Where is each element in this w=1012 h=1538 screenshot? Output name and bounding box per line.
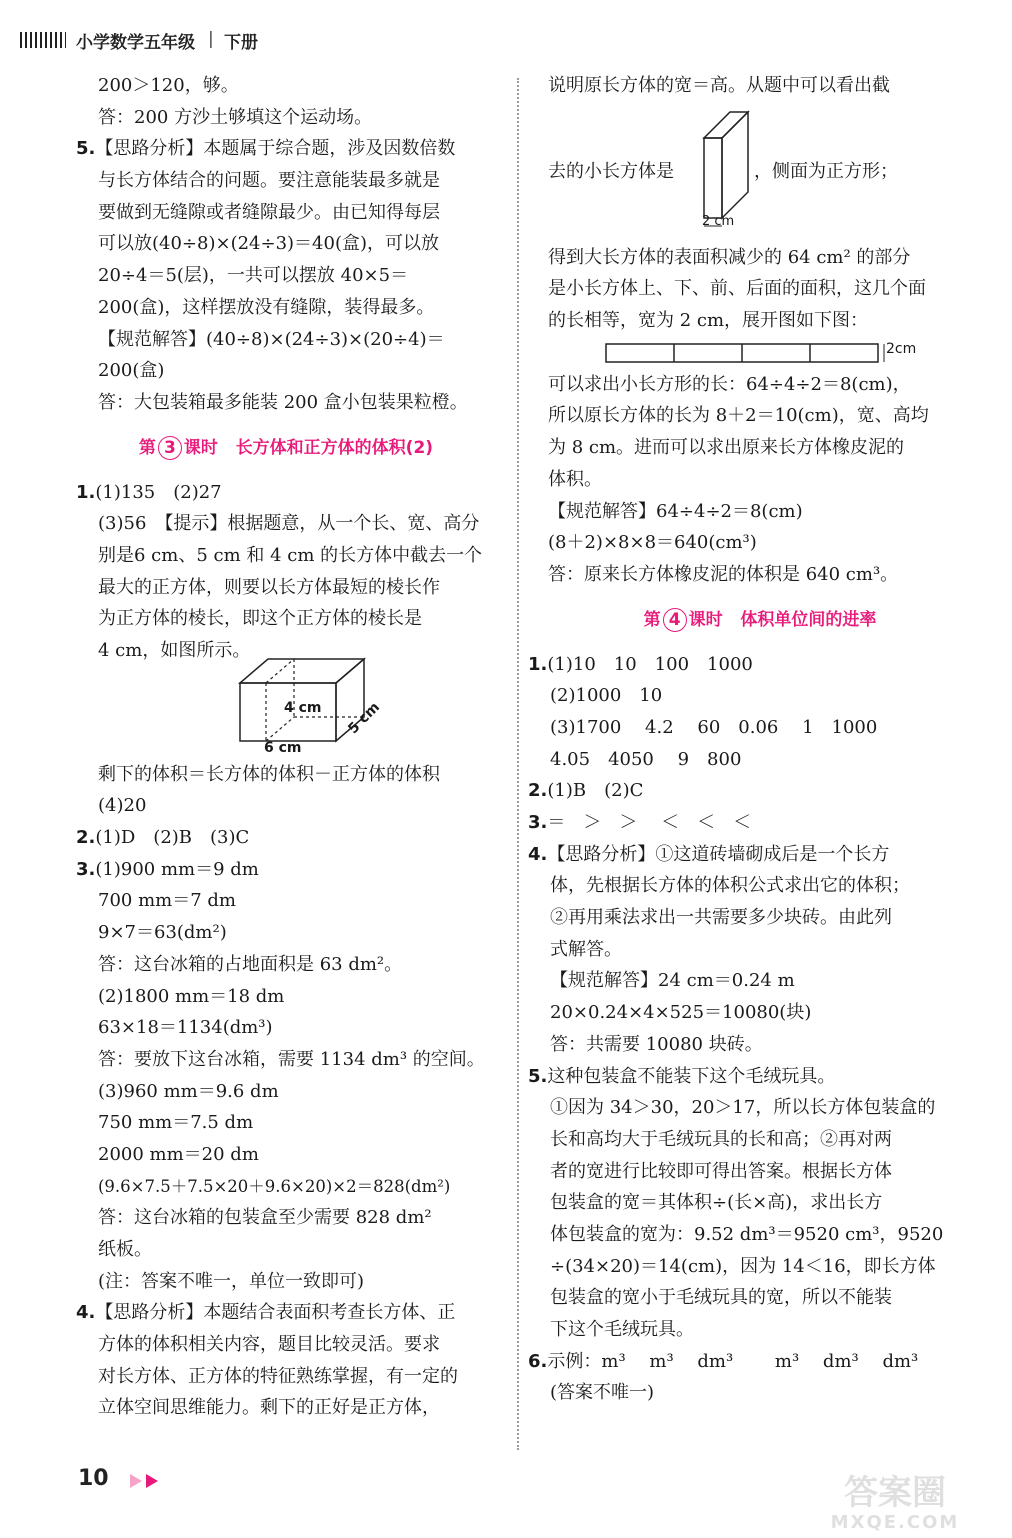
section-heading-lesson-3 [76, 429, 496, 467]
lesson-number-badge: 3 [158, 436, 182, 460]
text-line: (1)900 mm＝9 dm [95, 858, 259, 880]
text-line: (1)135 (2)27 [95, 481, 222, 503]
lesson-4-answers [528, 649, 972, 1410]
text-line: 剩下的体积＝长方体的体积－正方体的体积 [98, 763, 440, 785]
text-line: 得到大长方体的表面积减少的 64 cm² 的部分 [548, 246, 911, 268]
barcode-decoration [20, 32, 66, 48]
text-line: 答：共需要 10080 块砖。 [550, 1033, 763, 1055]
text-line: 200(盒) [98, 360, 165, 382]
text-line: 答：这台冰箱的占地面积是 63 dm²。 [98, 953, 403, 975]
text-line: 与长方体结合的问题。要注意能装最多就是 [98, 170, 440, 192]
text-line: 答：要放下这台冰箱，需要 1134 dm³ 的空间。 [98, 1048, 485, 1070]
question-number: 2. [76, 827, 96, 849]
text-line: 2000 mm＝20 dm [98, 1143, 259, 1165]
text-line: (答案不唯一) [550, 1382, 655, 1404]
page-arrow-icon [128, 1472, 172, 1490]
text-line: 所以原长方体的长为 8＋2＝10(cm)，宽、高均 [548, 405, 929, 427]
text-line: 示例：m³ m³ dm³ m³ dm³ dm³ [547, 1350, 919, 1372]
text-line: 的长相等，宽为 2 cm，展开图如下图： [548, 310, 869, 332]
text-line: 答：这台冰箱的包装盒至少需要 828 dm² [98, 1207, 432, 1229]
text-line: (1)10 10 100 1000 [547, 653, 753, 675]
text-line: 答：原来长方体橡皮泥的体积是 640 cm³。 [548, 563, 899, 585]
net-figure [548, 337, 972, 369]
text-line: (注：答案不唯一，单位一致即可) [98, 1270, 365, 1292]
text-line: 4 cm，如图所示。 [98, 640, 251, 661]
text-line: 可以求出小长方形的长：64÷4÷2＝8(cm)， [548, 373, 911, 395]
text-line: 体包装盒的宽为：9.52 dm³＝9520 cm³，9520 [550, 1223, 944, 1245]
question-5 [76, 133, 496, 418]
text-line: 方体的体积相关内容，题目比较灵活。要求 [98, 1334, 440, 1356]
net-diagram [604, 341, 894, 367]
fig-label-2cm: 2cm [886, 340, 917, 357]
question-number: 3. [528, 812, 548, 833]
text-line: 体，先根据长方体的体积公式求出它的体积； [550, 875, 910, 897]
book-title: 小学数学五年级 [76, 33, 195, 53]
text-line: 可以放(40÷8)×(24÷3)＝40(盒)，可以放 [98, 233, 439, 255]
text-line: (3)960 mm＝9.6 dm [98, 1080, 279, 1102]
fig-label-2cm: 2 cm [702, 213, 735, 229]
text-line: (2)1000 10 [550, 685, 663, 707]
text-line: (1)B (2)C [547, 780, 644, 802]
text-line: 【思路分析】①这道砖墙砌成后是一个长方 [547, 843, 890, 865]
text-line: 别是6 cm、5 cm 和 4 cm 的长方体中截去一个 [98, 544, 483, 566]
text-line: 【规范解答】24 cm＝0.24 m [550, 970, 795, 992]
height-label: 4 cm [284, 699, 322, 716]
text-line: 说明原长方体的宽＝高。从题中可以看出截 [548, 75, 890, 96]
text-line: (3)1700 4.2 60 0.06 1 1000 [550, 716, 878, 738]
column-divider [517, 78, 519, 1450]
text-line: (9.6×7.5＋7.5×20＋9.6×20)×2＝828(dm²) [98, 1176, 451, 1196]
page-number: 10 [78, 1466, 109, 1491]
text-line: (8＋2)×8×8＝640(cm³) [548, 532, 757, 554]
text-line: 纸板。 [98, 1239, 152, 1260]
text-line: 式解答。 [550, 938, 622, 960]
text-line: 20÷4＝5(层)，一共可以摆放 40×5＝ [98, 265, 409, 287]
cuboid-diagram [226, 649, 426, 745]
section-title: 体积单位间的进率 [740, 609, 877, 630]
text-line: (2)1800 mm＝18 dm [98, 985, 285, 1007]
lesson-number-badge: 4 [663, 608, 687, 632]
question-3 [76, 854, 496, 1298]
question-1 [76, 477, 496, 823]
question-number: 6. [528, 1350, 548, 1372]
text-line: 最大的正方体，则要以长方体最短的棱长作 [98, 576, 440, 598]
page-header [0, 28, 1012, 58]
watermark-logo [800, 1473, 990, 1534]
question-number: 5. [76, 138, 96, 160]
text-line: 200(盒)，这样摆放没有缝隙，装得最多。 [98, 296, 435, 318]
question-number: 1. [76, 481, 96, 503]
text-line: 【规范解答】(40÷8)×(24÷3)×(20÷4)＝ [98, 328, 445, 350]
text-line: (4)20 [98, 795, 147, 817]
text-line: 是小长方体上、下、前、后面的面积，这几个面 [548, 278, 926, 300]
text-line: ，侧面为正方形； [754, 160, 898, 182]
text-line: 63×18＝1134(dm³) [98, 1017, 273, 1039]
question-number: 2. [528, 780, 548, 802]
text-line: ＝ ＞ ＞ ＜ ＜ ＜ [547, 812, 752, 833]
text-line: 立体空间思维能力。剩下的正好是正方体， [98, 1397, 440, 1419]
question-4 [76, 1297, 496, 1424]
text-line: 【思路分析】本题属于综合题，涉及因数倍数 [95, 138, 456, 160]
text-line: 9×7＝63(dm²) [98, 922, 227, 944]
text-line: 为正方体的棱长，即这个正方体的棱长是 [98, 608, 422, 630]
section-prefix: 第 [643, 609, 661, 630]
question-number: 4. [528, 843, 548, 865]
text-line: 200＞120，够。 [98, 75, 239, 96]
text-line: ②再用乘法求出一共需要多少块砖。由此列 [550, 907, 892, 929]
text-line: 答：大包装箱最多能装 200 盒小包装果粒橙。 [98, 391, 468, 413]
small-cuboid-row [548, 102, 972, 242]
text-line: 对长方体、正方体的特征熟练掌握，有一定的 [98, 1365, 458, 1387]
book-volume: 下册 [224, 33, 258, 53]
question-number: 1. [528, 653, 548, 675]
width-label: 6 cm [264, 739, 302, 756]
right-column [528, 70, 972, 1409]
text-line: ①因为 34＞30，20＞17，所以长方体包装盒的 [550, 1097, 936, 1119]
text-line: 700 mm＝7 dm [98, 890, 236, 912]
question-number: 5. [528, 1065, 548, 1087]
section-heading-lesson-4 [548, 601, 972, 639]
text-line: 20×0.24×4×525＝10080(块) [550, 1002, 812, 1024]
text-line: (1)D (2)B (3)C [95, 827, 250, 849]
text-line: 包装盒的宽小于毛绒玩具的宽，所以不能装 [550, 1287, 892, 1309]
text-line: (3)56 【提示】根据题意，从一个长、宽、高分 [98, 513, 480, 535]
text-line: 包装盒的宽＝其体积÷(长×高)，求出长方 [550, 1192, 883, 1214]
text-line: ÷(34×20)＝14(cm)，因为 14＜16，即长方体 [550, 1255, 936, 1277]
watermark-url: MXQE.COM [830, 1512, 960, 1533]
section-title: 长方体和正方体的体积(2) [235, 437, 434, 458]
question-number: 4. [76, 1302, 96, 1324]
text-line: 【思路分析】本题结合表面积考查长方体、正 [95, 1302, 456, 1324]
text-line: 要做到无缝隙或者缝隙最少。由已知得每层 [98, 201, 440, 223]
text-line: 体积。 [548, 468, 602, 490]
text-line: 下这个毛绒玩具。 [550, 1319, 694, 1340]
text-line: 长和高均大于毛绒玩具的长和高；②再对两 [550, 1128, 892, 1150]
question-number: 3. [76, 858, 96, 880]
text-line: 答：200 方沙土够填这个运动场。 [98, 106, 373, 128]
depth-label: 5 cm [345, 699, 384, 737]
text-line: 【规范解答】64÷4÷2＝8(cm) [548, 500, 803, 522]
text-line: 750 mm＝7.5 dm [98, 1112, 254, 1134]
text-line: 者的宽进行比较即可得出答案。根据长方体 [550, 1160, 892, 1182]
header-separator: | [208, 29, 214, 49]
text-line: 4.05 4050 9 800 [550, 748, 742, 770]
watermark-text: 答案圈 [844, 1473, 946, 1513]
text-line: 去的小长方体是 [548, 160, 674, 182]
section-suffix: 课时 [183, 437, 218, 458]
text-line: 这种包装盒不能装下这个毛绒玩具。 [547, 1065, 836, 1087]
text-line: 为 8 cm。进而可以求出原来长方体橡皮泥的 [548, 437, 905, 459]
section-suffix: 课时 [688, 609, 723, 630]
left-column [76, 70, 496, 1424]
section-prefix: 第 [138, 437, 156, 458]
cuboid-figure [76, 667, 496, 759]
